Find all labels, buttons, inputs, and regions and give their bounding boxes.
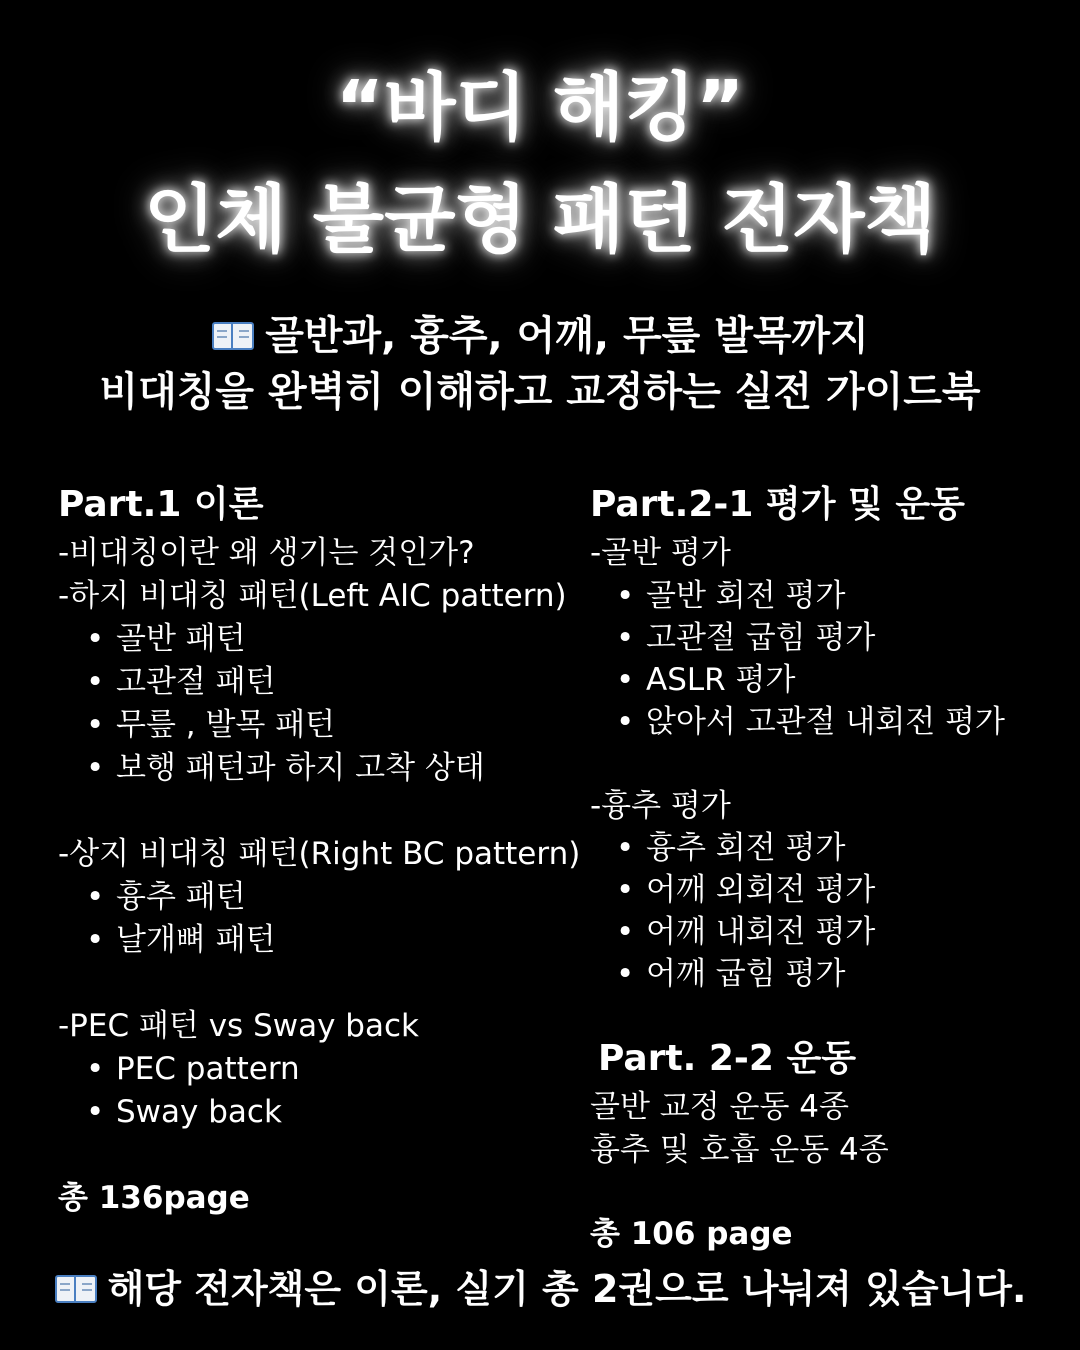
subtitle-line-2: 비대칭을 완벽히 이해하고 교정하는 실전 가이드북 (99, 369, 981, 415)
list-item: • ASLR 평가 (646, 659, 795, 701)
list-item: • 날개뼈 패턴 (116, 919, 276, 961)
list-item: • 어깨 외회전 평가 (646, 869, 875, 911)
list-item: • 앉아서 고관절 내회전 평가 (646, 701, 1005, 743)
subtitle-text-1: 골반과, 흉추, 어깨, 무릎 발목까지 (265, 313, 869, 359)
exercise-item: 골반 교정 운동 4종 (590, 1089, 849, 1125)
footer-text: 해당 전자책은 이론, 실기 총 2권으로 나눠져 있습니다. (107, 1267, 1027, 1311)
left-total-pages: 총 136page (58, 1180, 250, 1216)
title-line-1: “바디 해킹” (335, 65, 745, 151)
list-item: • Sway back (116, 1091, 282, 1133)
part2-2-heading: Part. 2-2 운동 (598, 1038, 857, 1079)
list-item: • 어깨 내회전 평가 (646, 911, 875, 953)
list-item: • PEC pattern (116, 1048, 300, 1090)
right-total-pages: 총 106 page (590, 1216, 793, 1252)
lower-pattern-title: -하지 비대칭 패턴(Left AIC pattern) (58, 578, 567, 614)
footer-note (0, 1262, 1080, 1316)
list-item: • 어깨 굽힘 평가 (646, 953, 845, 995)
open-book-icon (54, 1273, 98, 1305)
list-item: • 고관절 굽힘 평가 (646, 617, 875, 659)
part2-1-heading: Part.2-1 평가 및 운동 (590, 484, 965, 525)
thoracic-eval-title: -흉추 평가 (590, 788, 731, 824)
left-question: -비대칭이란 왜 생기는 것인가? (58, 535, 475, 571)
list-item: • 골반 회전 평가 (646, 575, 845, 617)
list-item: • 고관절 패턴 (116, 661, 276, 703)
pelvis-eval-title: -골반 평가 (590, 535, 731, 571)
list-item: • 보행 패턴과 하지 고착 상태 (116, 747, 485, 789)
upper-pattern-title: -상지 비대칭 패턴(Right BC pattern) (58, 836, 581, 872)
list-item: • 무릎 , 발목 패턴 (116, 704, 335, 746)
part1-heading: Part.1 이론 (58, 484, 264, 525)
list-item: • 흉추 패턴 (116, 876, 246, 918)
open-book-icon (211, 320, 255, 352)
subtitle-line-1 (0, 308, 1080, 364)
pec-title: -PEC 패턴 vs Sway back (58, 1008, 419, 1044)
exercise-item: 흉추 및 호흡 운동 4종 (590, 1132, 889, 1168)
title-line-2: 인체 불균형 패턴 전자책 (143, 177, 937, 263)
list-item: • 흉추 회전 평가 (646, 827, 845, 869)
list-item: • 골반 패턴 (116, 618, 246, 660)
